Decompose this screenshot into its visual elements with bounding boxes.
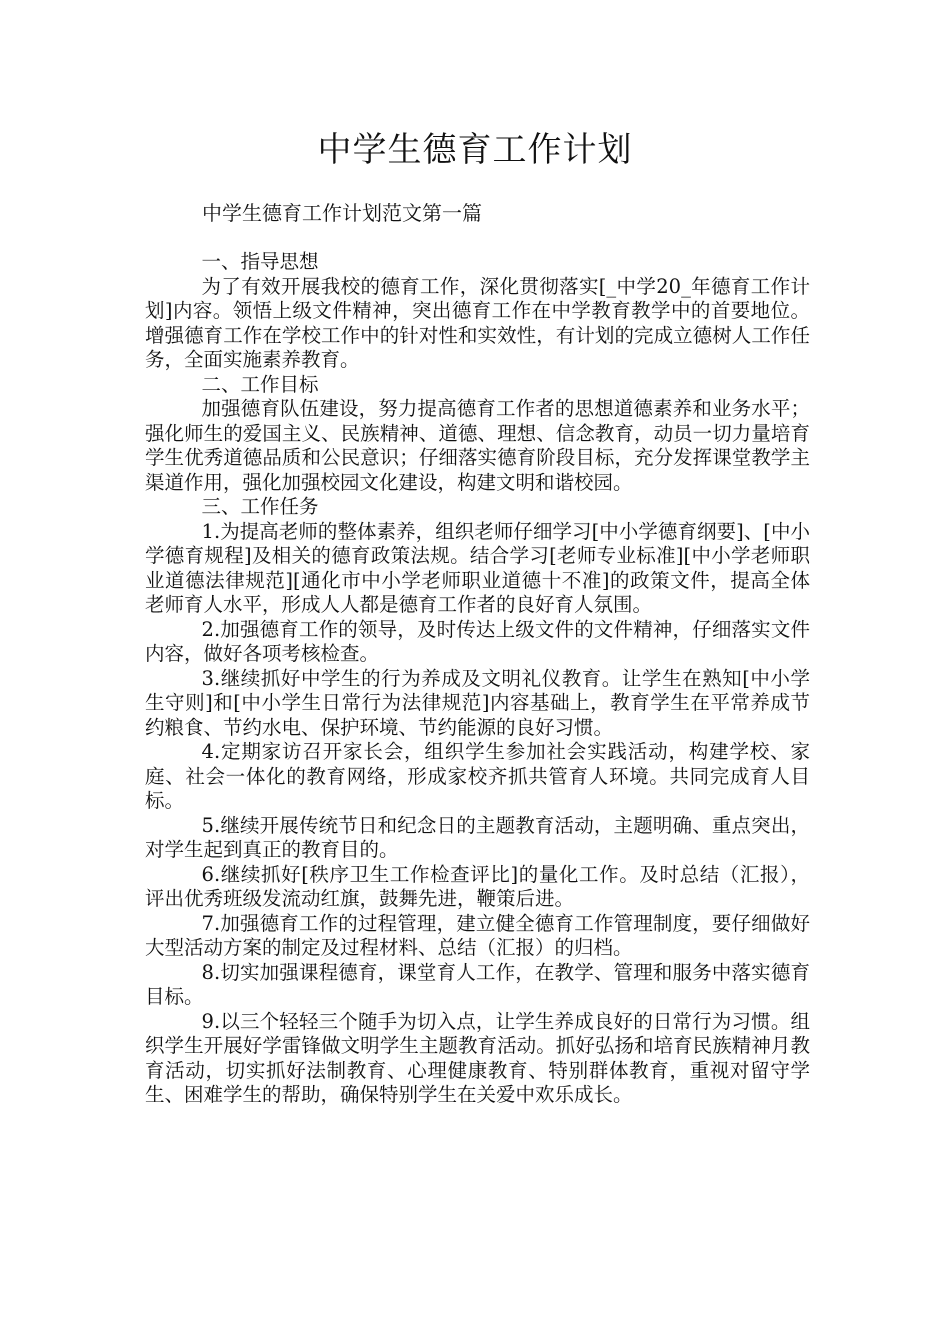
document-body bbox=[145, 250, 810, 1108]
task-item: 9.以三个轻轻三个随手为切入点，让学生养成良好的日常行为习惯。组织学生开展好学雷锋做文明学生主题教育活动。抓好弘扬和培育民族精神月教育活动，切实抓好法制教育、心理健康教育、特别群体教育，重视对留守学生、困难学生的帮助，确保特别学生在关爱中欢乐成长。 bbox=[145, 1009, 810, 1106]
section-heading-work-goals: 二、工作目标 bbox=[201, 372, 319, 396]
task-item: 4.定期家访召开家长会，组织学生参加社会实践活动，构建学校、家庭、社会一体化的教育网络，形成家校齐抓共管育人环境。共同完成育人目标。 bbox=[145, 740, 810, 812]
section-heading-guiding-thought: 一、指导思想 bbox=[201, 250, 319, 273]
task-item: 1.为提高老师的整体素养，组织老师仔细学习[中小学德育纲要]、[中小学德育规程]及相关的德育政策法规。结合学习[老师专业标准][中小学老师职业道德法律规范][通化市中小学老师职业道德十不准]的政策文件，提高全体老师育人水平，形成人人都是德育工作者的良好育人氛围。 bbox=[145, 519, 810, 616]
paragraph: 加强德育队伍建设，努力提高德育工作者的思想道德素养和业务水平；强化师生的爱国主义、民族精神、道德、理想、信念教育，动员一切力量培育学生优秀道德品质和公民意识；仔细落实德育阶段目标，充分发挥课堂教学主渠道作用，强化加强校园文化建设，构建文明和谐校园。 bbox=[145, 397, 810, 494]
task-item: 6.继续抓好[秩序卫生工作检查评比]的量化工作。及时总结（汇报），评出优秀班级发流动红旗，鼓舞先进，鞭策后进。 bbox=[145, 862, 810, 910]
task-item: 3.继续抓好中学生的行为养成及文明礼仪教育。让学生在熟知[中小学生守则]和[中小学生日常行为法律规范]内容基础上，教育学生在平常养成节约粮食、节约水电、保护环境、节约能源的良好习惯。 bbox=[145, 666, 810, 739]
task-item: 8.切实加强课程德育，课堂育人工作，在教学、管理和服务中落实德育目标。 bbox=[145, 960, 810, 1008]
document-title: 中学生德育工作计划 bbox=[317, 130, 633, 170]
section-heading-work-tasks: 三、工作任务 bbox=[201, 495, 319, 518]
paragraph: 为了有效开展我校的德育工作，深化贯彻落实[_中学20_年德育工作计划]内容。领悟上级文件精神，突出德育工作在中学教育教学中的首要地位。增强德育工作在学校工作中的针对性和实效性，有计划的完成立德树人工作任务，全面实施素养教育。 bbox=[145, 274, 810, 371]
task-item: 5.继续开展传统节日和纪念日的主题教育活动，主题明确、重点突出，对学生起到真正的教育目的。 bbox=[145, 813, 810, 861]
task-item: 7.加强德育工作的过程管理，建立健全德育工作管理制度，要仔细做好大型活动方案的制定及过程材料、总结（汇报）的归档。 bbox=[145, 911, 810, 959]
task-item: 2.加强德育工作的领导，及时传达上级文件的文件精神，仔细落实文件内容，做好各项考核检查。 bbox=[145, 617, 810, 665]
document-subtitle: 中学生德育工作计划范文第一篇 bbox=[202, 201, 482, 225]
